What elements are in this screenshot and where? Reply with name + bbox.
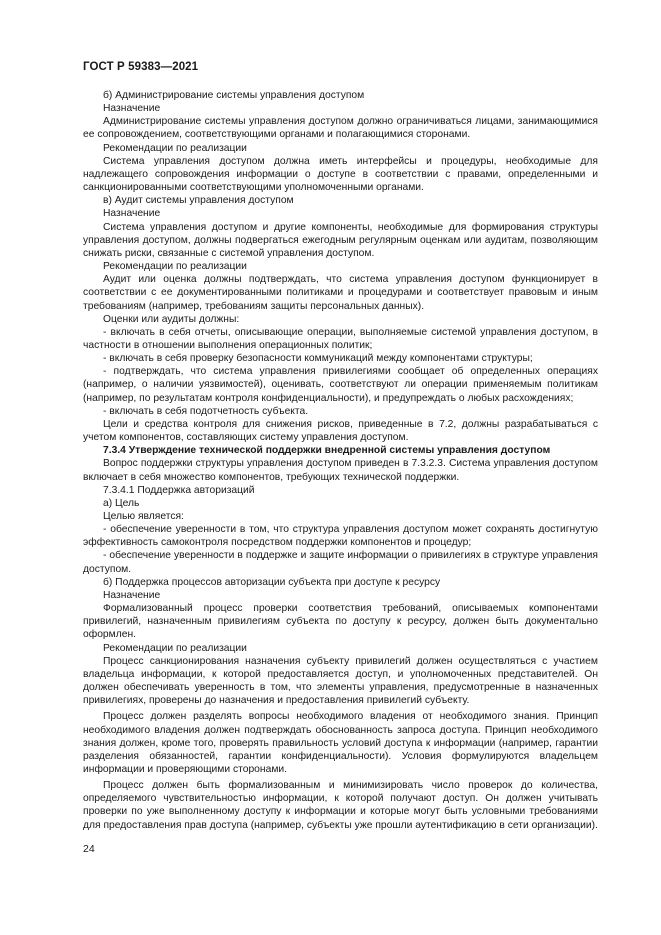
section-heading: 7.3.4 Утверждение технической поддержки внедренной системы управления доступом bbox=[103, 445, 551, 457]
paragraph: б) Администрирование системы управления доступом bbox=[103, 90, 365, 101]
paragraph: Система управления доступом должна иметь интерфейсы и процедуры, необходимые для надлежащего сопровождения информации о доступе в соответствии с правами, определенными и санкционированными соответствующими уполномоченными органами. bbox=[83, 155, 598, 194]
paragraph: Процесс должен быть формализованным и минимизировать число проверок до количества, определяемого чувствительностью информации, к которой получают доступ. Он должен учитывать проверки по уже выполненному доступу к информации и которые могут быть условными требованиями для предоставления прав доступа (например, субъекты уже прошли аутентификацию в сети организации). bbox=[83, 780, 598, 831]
page-number: 24 bbox=[83, 843, 95, 855]
paragraph: Процесс должен разделять вопросы необходимого владения от необходимого знания. Принцип необходимого владения должен подтверждать обоснованность запроса доступа. Принцип необходимого знания должен, кроме того, проверять правильность условий доступа к информации (например, гарантии разделения обязанностей, гарантии конфиденциальности). Условия формулируются владельцем информации и проверяющими сторонами. bbox=[83, 711, 598, 775]
paragraph: Администрирование системы управления доступом должно ограничиваться лицами, занимающимися ее сопровождением, соответствующими органами и полагающимися сторонами. bbox=[83, 116, 598, 141]
document-header: ГОСТ Р 59383—2021 bbox=[83, 61, 199, 73]
paragraph: Формализованный процесс проверки соответствия требований, описываемых компонентами привилегий, назначенным привилегиям субъекта по доступу к ресурсу, должен быть документально оформлен. bbox=[83, 603, 598, 641]
paragraph: Вопрос поддержки структуры управления доступом приведен в 7.3.2.3. Система управления доступом включает в себя множество компонентов, требующих технической поддержки. bbox=[83, 458, 598, 483]
paragraph: Целью является: bbox=[103, 511, 184, 522]
subsection-heading: 7.3.4.1 Поддержка авторизаций bbox=[103, 484, 255, 496]
paragraph: Цели и средства контроля для снижения рисков, приведенные в 7.2, должны разрабатываться с учетом компонентов, составляющих систему управления доступом. bbox=[83, 418, 598, 444]
list-item: - подтверждать, что система управления привилегиями сообщает об определенных операциях (например, о наличии уязвимостей), оценивать, соответствуют ли операции применяемым политикам (например, по результатам контроля конфиденциальности), и предупреждать о любых расхождениях; bbox=[83, 366, 598, 404]
paragraph: Рекомендации по реализации bbox=[103, 261, 247, 273]
paragraph: в) Аудит системы управления доступом bbox=[103, 195, 294, 207]
document-body bbox=[83, 89, 598, 832]
paragraph: Рекомендации по реализации bbox=[103, 142, 247, 154]
paragraph: Система управления доступом и другие компоненты, необходимые для формирования структуры управления доступом, должны подвергаться ежегодным регулярным оценкам или аудитам, позволяющим снижать риски, связанные с системой управления доступом. bbox=[83, 221, 598, 259]
list-item: - включать в себя отчеты, описывающие операции, выполняемые системой управления доступом, в частности в отношении выполнения операционных политик; bbox=[83, 326, 598, 351]
paragraph: Назначение bbox=[103, 589, 161, 601]
list-item: - обеспечение уверенности в поддержке и защите информации о привилегиях в структуре управления доступом. bbox=[83, 550, 598, 575]
paragraph: Назначение bbox=[103, 208, 161, 220]
list-item: - включать в себя подотчетность субъекта. bbox=[103, 405, 309, 417]
paragraph: б) Поддержка процессов авторизации субъекта при доступе к ресурсу bbox=[103, 576, 441, 588]
list-item: - включать в себя проверку безопасности коммуникаций между компонентами структуры; bbox=[103, 353, 533, 365]
paragraph: Рекомендации по реализации bbox=[103, 642, 247, 654]
paragraph: а) Цель bbox=[103, 497, 140, 509]
list-item: - обеспечение уверенности в том, что структура управления доступом может сохранять достигнутую эффективность самоконтроля посредством поддержки компонентов и процедур; bbox=[83, 524, 598, 549]
paragraph: Оценки или аудиты должны: bbox=[103, 313, 240, 325]
paragraph: Аудит или оценка должны подтверждать, что система управления доступом функционирует в соответствии с ее документированными политиками и процедурами и соответствует правовым и иным требованиям (например, требованиям защиты персональных данных). bbox=[83, 274, 598, 312]
paragraph: Процесс санкционирования назначения субъекту привилегий должен осуществляться с участием владельца информации, к которой предоставляется доступ, и уполномоченных представителей. Он должен обеспечивать уверенность в том, что элементы управления, предусмотренные в назначенных привилегиях, проверены до назначения и предоставления привилегий субъекту. bbox=[83, 655, 598, 707]
paragraph: Назначение bbox=[103, 103, 161, 115]
